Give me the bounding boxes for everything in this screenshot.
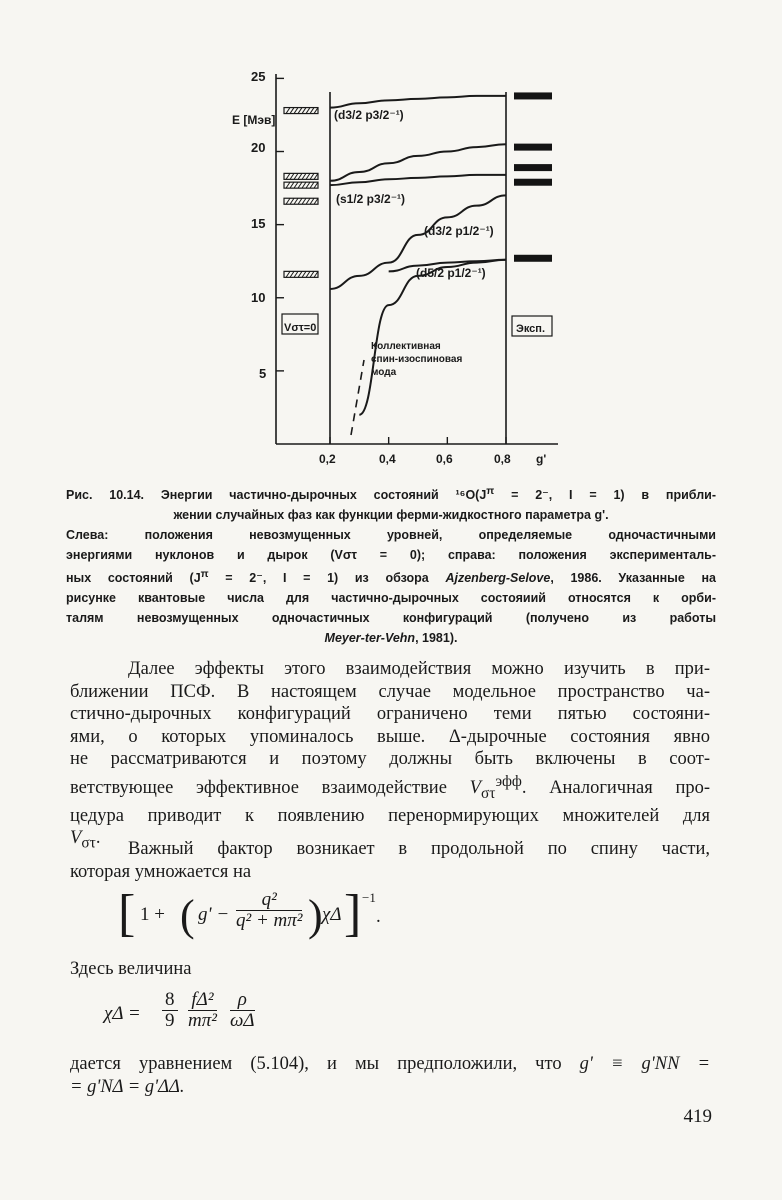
- paragraph-4: дается уравнением (5.104), и мы предположили, что g' ≡ g'NN = = g'NΔ = g'ΔΔ.: [70, 1054, 710, 1097]
- hatch: [310, 108, 314, 114]
- x-tick-0-6: 0,6: [436, 452, 453, 466]
- experimental-level: [514, 164, 552, 171]
- x-axis-label: g': [536, 452, 547, 466]
- hatch: [294, 198, 298, 204]
- y-tick-15: 15: [251, 216, 266, 231]
- formula-2: χΔ = $\frac{8}{9}$ $\frac{\text{fΔ²}}{\text{mπ²}}$ $\frac{\rho}{\omega\Delta}$: [104, 989, 255, 1031]
- caption-ref-meyer: Meyer-ter-Vehn: [324, 631, 416, 646]
- hatch: [314, 271, 318, 277]
- figure-caption: Рис. 10.14. Энергии частично-дырочных состояний $^{16}O(J^\pi = 2^-$, I = 1) в прибли- жении случайных фаз как функции ферми-жидкостного параметра g'. Слева: положения невозмущенных уровней, определяемые одночастичными энергиями нуклонов и дырок (Vστ = 0); справа: положения эксперименталь- ных состояний ($J^\pi = 2^-$, I = 1) из обзора Ajzenberg-Selove, 1986. Указанные на рисунке квантовые числа для частично-дырочных состояиий относятся к орби- талям невозмущенных одночастичных конфигураций (получено из работы Meyer-ter-Vehn, 1981).: [66, 486, 716, 646]
- hatch: [286, 271, 290, 277]
- hatch: [290, 108, 294, 114]
- y-tick-10: 10: [251, 290, 266, 305]
- hatch: [310, 271, 314, 277]
- state-label-d32-p32: (d3/2 p3/2⁻¹): [334, 108, 404, 122]
- hatch: [290, 271, 294, 277]
- hatch: [306, 198, 310, 204]
- hatch: [294, 108, 298, 114]
- x-tick-0-8: 0,8: [494, 452, 511, 466]
- formula-1: [ 1 + ( g' − $\frac{\text{q²}}{\text{q² + mπ²}}$ ) χΔ ] −1 .: [118, 885, 381, 942]
- caption-ref-ajzenberg: Ajzenberg-Selove: [445, 571, 551, 586]
- hatch: [286, 198, 290, 204]
- hatch: [310, 173, 314, 179]
- series-line-2: [330, 175, 506, 185]
- hatch: [298, 198, 302, 204]
- hatch: [314, 182, 318, 188]
- figure-10-14: [196, 60, 596, 480]
- series-line-5: [359, 260, 506, 415]
- hatch: [298, 173, 302, 179]
- hatch: [302, 182, 306, 188]
- formula-1-fraction: $\frac{\text{q²}}{\text{q² + mπ²}}$: [236, 889, 303, 931]
- right-box-label: Эксп.: [516, 323, 546, 335]
- hatch: [310, 198, 314, 204]
- hatch: [306, 182, 310, 188]
- experimental-level: [514, 144, 552, 151]
- paragraph-2: Важный фактор возникает в продольной по спину части, которая умножается на: [70, 839, 710, 882]
- hatch: [302, 198, 306, 204]
- hatch: [298, 271, 302, 277]
- hatch: [290, 198, 294, 204]
- hatch: [310, 182, 314, 188]
- y-tick-25: 25: [251, 69, 266, 84]
- hatch: [286, 182, 290, 188]
- experimental-level: [514, 179, 552, 186]
- hatch: [314, 108, 318, 114]
- series-line-0: [330, 96, 506, 108]
- hatch: [290, 173, 294, 179]
- hatch: [314, 198, 318, 204]
- hatch: [306, 108, 310, 114]
- collective-mode-label-3: мода: [371, 367, 397, 378]
- collective-mode-label-2: спин-изоспиновая: [371, 354, 463, 365]
- state-label-d32-p12: (d3/2 p1/2⁻¹): [424, 224, 494, 238]
- hatch: [302, 108, 306, 114]
- hatch: [294, 173, 298, 179]
- hatch: [290, 182, 294, 188]
- hatch: [314, 173, 318, 179]
- collective-mode-label-1: Коллективная: [371, 341, 441, 352]
- hatch: [302, 271, 306, 277]
- hatch: [294, 271, 298, 277]
- hatch: [298, 182, 302, 188]
- collective-mode-dashed: [351, 360, 364, 435]
- paragraph-1: Далее эффекты этого взаимодействия можно изучить в при- ближении ПСФ. В настоящем случае модельное пространство ча- стично-дырочных конфигураций ограничено теми пятью состояни- ями, о которых упоминалось выше. Δ-дырочные состояния явно не рассматриваются и поэтому должны быть включены в соот- ветствующее эффективное взаимодействие $V_{\sigma\tau}^{эфф}$. Аналогичная про- цедура приводит к появлению перенормирующих множителей для $V_{\sigma\tau}$.: [70, 659, 710, 853]
- state-label-s12-p32: (s1/2 p3/2⁻¹): [336, 192, 406, 206]
- x-tick-0-4: 0,4: [379, 452, 396, 466]
- experimental-level: [514, 255, 552, 262]
- page-number: 419: [683, 1106, 712, 1127]
- left-box-label: Vστ=0: [284, 322, 317, 334]
- experimental-level: [514, 92, 552, 99]
- hatch: [294, 182, 298, 188]
- hatch: [302, 173, 306, 179]
- hatch: [306, 173, 310, 179]
- x-tick-0-2: 0,2: [319, 452, 336, 466]
- hatch: [286, 108, 290, 114]
- hatch: [298, 108, 302, 114]
- hatch: [286, 173, 290, 179]
- y-tick-20: 20: [251, 140, 266, 155]
- hatch: [306, 271, 310, 277]
- y-axis-label: E [Мэв]: [232, 113, 276, 127]
- y-tick-5: 5: [259, 366, 267, 381]
- caption-prefix: Рис. 10.14.: [66, 488, 145, 503]
- paragraph-3: Здесь величина: [70, 959, 192, 979]
- state-label-d52-p12: (d5/2 p1/2⁻¹): [416, 266, 486, 280]
